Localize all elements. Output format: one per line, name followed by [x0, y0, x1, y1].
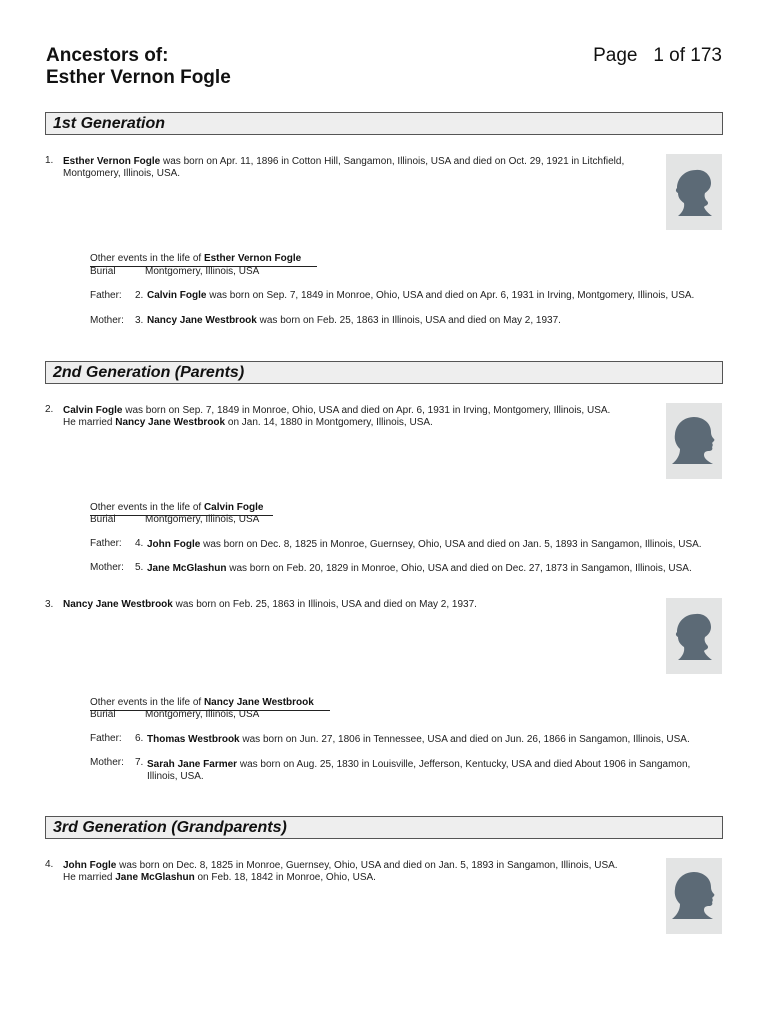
mother-label: Mother: — [90, 315, 124, 326]
burial-place: Montgomery, Illinois, USA — [145, 709, 260, 720]
male-silhouette-icon — [666, 403, 722, 479]
person-details: was born on Dec. 8, 1825 in Monroe, Guernsey, Ohio, USA and died on Jan. 5, 1893 in Sangamon, Illinois, USA. — [116, 860, 618, 871]
father-number: 2. — [135, 290, 144, 301]
person-details: was born on Feb. 25, 1863 in Illinois, USA and died on May 2, 1937. — [172, 599, 477, 610]
mother-name[interactable]: Jane McGlashun — [147, 563, 227, 574]
burial-label: Burial — [90, 709, 116, 720]
person-name[interactable]: Calvin Fogle — [63, 405, 123, 416]
mother-name[interactable]: Nancy Jane Westbrook — [147, 315, 257, 326]
father-entry: Thomas Westbrook was born on Jun. 27, 1806 in Tennessee, USA and died on Jun. 26, 1866 in Sangamon, Illinois, USA. — [147, 734, 690, 745]
person-name[interactable]: John Fogle — [63, 860, 117, 871]
other-events-person: Esther Vernon Fogle — [203, 253, 302, 264]
entry-number: 2. — [45, 404, 54, 415]
burial-label: Burial — [90, 514, 116, 525]
father-label: Father: — [90, 733, 122, 744]
mother-label: Mother: — [90, 757, 124, 768]
female-silhouette-icon — [666, 598, 722, 674]
mother-number: 5. — [135, 562, 144, 573]
father-name[interactable]: John Fogle — [147, 539, 201, 550]
father-number: 4. — [135, 538, 144, 549]
father-entry: Calvin Fogle was born on Sep. 7, 1849 in Monroe, Ohio, USA and died on Apr. 6, 1931 in Irving, Montgomery, Illinois, USA. — [147, 290, 695, 301]
male-silhouette-icon — [666, 858, 722, 934]
father-label: Father: — [90, 538, 122, 549]
mother-entry: Nancy Jane Westbrook was born on Feb. 25, 1863 in Illinois, USA and died on May 2, 1937. — [147, 315, 561, 326]
burial-label: Burial — [90, 266, 116, 277]
person-details: was born on Apr. 11, 1896 in Cotton Hill, Sangamon, Illinois, USA and died on Oct. 29, 1921 in Litchfield, Montgomery, Illinois, USA. — [63, 156, 625, 179]
father-label: Father: — [90, 290, 122, 301]
generation-header-3 — [45, 816, 723, 839]
title-line-1: Ancestors of: — [46, 45, 169, 66]
father-name[interactable]: Thomas Westbrook — [147, 734, 240, 745]
person-entry-1 — [63, 156, 638, 180]
other-events-person: Nancy Jane Westbrook — [203, 697, 314, 708]
entry-number: 3. — [45, 599, 54, 610]
other-events-person: Calvin Fogle — [203, 502, 264, 513]
entry-number: 4. — [45, 859, 54, 870]
other-events-heading: Other events in the life of Calvin Fogle — [90, 502, 264, 513]
mother-entry: Sarah Jane Farmer was born on Aug. 25, 1830 in Louisville, Jefferson, Kentucky, USA and died About 1906 in Sangamon, Illinois, USA. — [147, 759, 691, 782]
generation-header-1 — [45, 112, 723, 135]
person-name[interactable]: Esther Vernon Fogle — [63, 156, 161, 167]
mother-number: 3. — [135, 315, 144, 326]
spouse-name[interactable]: Jane McGlashun — [115, 872, 195, 883]
generation-label: 1st Generation — [53, 115, 166, 132]
mother-label: Mother: — [90, 562, 124, 573]
father-number: 6. — [135, 733, 144, 744]
title-line-2: Esther Vernon Fogle — [46, 67, 231, 88]
father-name[interactable]: Calvin Fogle — [147, 290, 207, 301]
page-number: Page 1 of 173 — [593, 45, 722, 66]
person-details: was born on Sep. 7, 1849 in Monroe, Ohio, USA and died on Apr. 6, 1931 in Irving, Montgomery, Illinois, USA. — [122, 405, 611, 416]
other-events-heading: Other events in the life of Esther Vernon Fogle — [90, 253, 302, 264]
generation-label: 3rd Generation (Grandparents) — [53, 819, 287, 836]
page-title — [46, 45, 231, 89]
entry-number: 1. — [45, 155, 54, 166]
person-entry-4: John Fogle was born on Dec. 8, 1825 in Monroe, Guernsey, Ohio, USA and died on Jan. 5, 1893 in Sangamon, Illinois, USA. He married Jane McGlashun on Feb. 18, 1842 in Monroe, Ohio, USA. — [63, 860, 618, 883]
burial-place: Montgomery, Illinois, USA — [145, 266, 260, 277]
person-entry-2: Calvin Fogle was born on Sep. 7, 1849 in Monroe, Ohio, USA and died on Apr. 6, 1931 in Irving, Montgomery, Illinois, USA. He married Nancy Jane Westbrook on Jan. 14, 1880 in Montgomery, Illinois, USA. — [63, 405, 611, 428]
other-events-heading: Other events in the life of Nancy Jane Westbrook — [90, 697, 314, 708]
father-entry: John Fogle was born on Dec. 8, 1825 in Monroe, Guernsey, Ohio, USA and died on Jan. 5, 1893 in Sangamon, Illinois, USA. — [147, 539, 702, 550]
person-name[interactable]: Nancy Jane Westbrook — [63, 599, 173, 610]
generation-header-2 — [45, 361, 723, 384]
female-silhouette-icon — [666, 154, 722, 230]
burial-place: Montgomery, Illinois, USA — [145, 514, 260, 525]
spouse-name[interactable]: Nancy Jane Westbrook — [115, 417, 226, 428]
mother-number: 7. — [135, 757, 144, 768]
person-entry-3 — [63, 599, 638, 611]
mother-name[interactable]: Sarah Jane Farmer — [147, 759, 238, 770]
generation-label: 2nd Generation (Parents) — [53, 364, 245, 381]
mother-entry: Jane McGlashun was born on Feb. 20, 1829 in Monroe, Ohio, USA and died on Dec. 27, 1873 in Sangamon, Illinois, USA. — [147, 563, 692, 574]
